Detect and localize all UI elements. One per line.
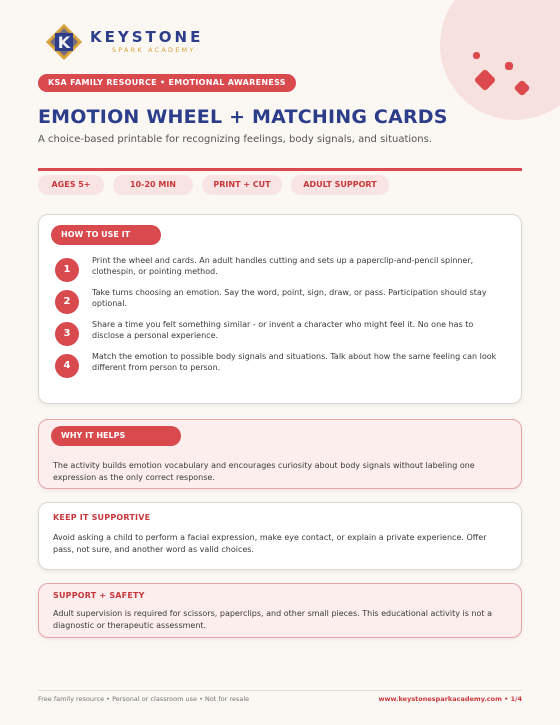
why-card	[38, 419, 522, 489]
brand-name: KEYSTONE	[90, 28, 204, 46]
why-text: The activity builds emotion vocabulary and encourages curiosity about body signals without labeling one expression as the only correct response.	[53, 461, 475, 482]
tag-print-cut: PRINT + CUT	[202, 175, 282, 195]
supportive-heading: KEEP IT SUPPORTIVE	[53, 513, 151, 522]
tag-duration: 10-20 MIN	[113, 175, 193, 195]
page-subtitle: A choice-based printable for recognizing feelings, body signals, and situations.	[38, 134, 433, 145]
how-to-card	[38, 214, 522, 404]
footer-divider	[38, 690, 522, 691]
step-number: 2	[55, 290, 79, 314]
step-number: 1	[55, 258, 79, 282]
step-item	[55, 255, 505, 282]
step-text: Take turns choosing an emotion. Say the word, point, sign, draw, or pass. Participation should stay optional.	[92, 288, 487, 308]
step-text: Print the wheel and cards. An adult handles cutting and sets up a paperclip-and-pencil spinner, clothespin, or pointing method.	[92, 256, 474, 276]
brand-tagline: SPARK ACADEMY	[112, 46, 196, 54]
safety-card	[38, 583, 522, 638]
svg-text:K: K	[57, 33, 71, 52]
supportive-card	[38, 502, 522, 570]
step-number: 4	[55, 354, 79, 378]
tag-ages: AGES 5+	[38, 175, 104, 195]
safety-text: Adult supervision is required for scissors, paperclips, and other small pieces. This educational activity is not a diagnostic or therapeutic assessment.	[53, 609, 492, 630]
step-text: Match the emotion to possible body signals and situations. Talk about how the same feeling can look different from person to person.	[92, 352, 497, 372]
step-item	[55, 351, 505, 378]
how-to-heading: HOW TO USE IT	[51, 225, 161, 245]
step-number: 3	[55, 322, 79, 346]
safety-heading: SUPPORT + SAFETY	[53, 591, 145, 600]
decorative-circle	[440, 0, 560, 120]
decorative-dot	[473, 52, 480, 59]
resource-kicker: KSA FAMILY RESOURCE • EMOTIONAL AWARENESS	[38, 74, 296, 92]
tag-adult-support: ADULT SUPPORT	[291, 175, 389, 195]
page-title: EMOTION WHEEL + MATCHING CARDS	[38, 106, 448, 128]
step-text: Share a time you felt something similar - or invent a character who might feel it. No one has to disclose a personal experience.	[92, 320, 474, 340]
decorative-dot	[505, 62, 513, 70]
step-item	[55, 319, 505, 346]
keystone-logo-icon	[46, 24, 82, 60]
tag-list	[38, 175, 398, 195]
step-item	[55, 287, 505, 314]
supportive-text: Avoid asking a child to perform a facial expression, make eye contact, or explain a private experience. Offer pass, not sure, and another word as valid choices.	[53, 533, 487, 554]
title-divider	[38, 168, 522, 171]
brand-logo	[46, 24, 203, 60]
why-heading: WHY IT HELPS	[51, 426, 181, 446]
footer-website-page: www.keystonesparkacademy.com • 1/4	[378, 695, 522, 703]
footer-note: Free family resource • Personal or classroom use • Not for resale	[38, 695, 250, 703]
